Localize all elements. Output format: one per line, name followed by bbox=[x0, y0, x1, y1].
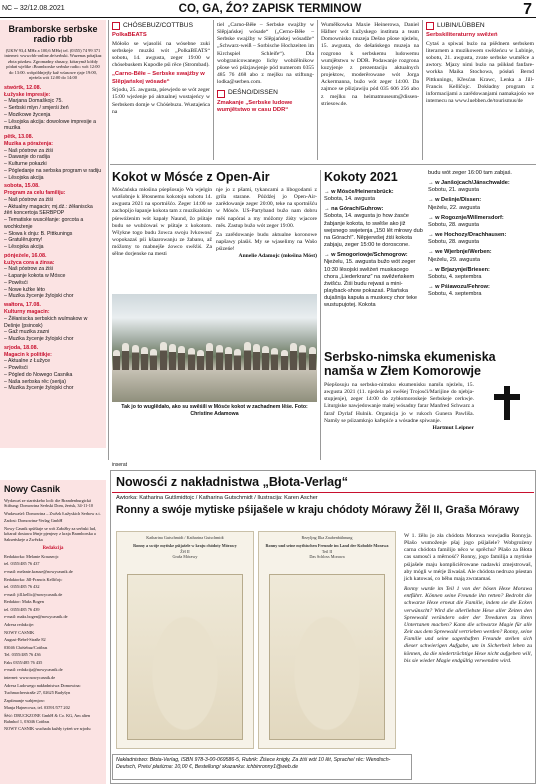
radio-schedule bbox=[4, 85, 102, 392]
radio-title: Bramborske serbske radio rbb bbox=[8, 24, 98, 45]
photo-figure bbox=[262, 346, 269, 370]
kokot-col2 bbox=[216, 187, 317, 261]
schedule-day: sobota, 15.08. bbox=[4, 183, 40, 190]
event-location: → we Hochozy/Drachhausen: bbox=[428, 232, 507, 239]
impressum-line: e-mail: melanie.krause@nowycasnik.de bbox=[4, 568, 73, 574]
section-chosebuz: CHÓSEBUZ/COTTBUS bbox=[112, 22, 210, 30]
impressum-line: tel. 0355/485 76 439 bbox=[4, 606, 40, 612]
event-date: Sobotu, 4. septembra bbox=[428, 273, 482, 280]
event-date: Njeźelu, 22. awgusta bbox=[428, 204, 480, 211]
row-rule bbox=[110, 164, 536, 165]
literatura-title: Serbskiliteraturny swěźeń bbox=[426, 32, 498, 39]
carne-column bbox=[217, 22, 314, 116]
page-header bbox=[0, 0, 536, 18]
schedule-item: – Gaž muzika zazni bbox=[4, 329, 50, 336]
book-illustration bbox=[269, 574, 385, 740]
schedule-day: stwórtk, 12.08. bbox=[4, 84, 42, 91]
schedule-item: – Muzika žycenje žylojski chor bbox=[4, 293, 74, 300]
schedule-item: – Aktualne z Łužyce bbox=[4, 358, 51, 365]
kokoty-list bbox=[324, 186, 424, 310]
literatura-text: Cytaś a spiwaś buźo na pśědnem serbskem literarnem a muzikowem swěźeńcu w Lubinje, sobotu, 21. awgusta, zvate serbske wumělce a awtory. Mjazy nimi buźo na pśikład fanfare-workka Maika Stochowa, pósłań Bernd Pittkunings, Křesćan Krawc, Lenka a Jill-Francis Kelličojc. Dokładny program z informacijami a zarědowanjami namakajośo we internecu na www.luebben.de/tourismus/de bbox=[426, 40, 534, 105]
schedule-item: – Muzika žycenje žylojski chor bbox=[4, 385, 74, 392]
schedule-item: – Nowe łužke léto bbox=[4, 286, 45, 293]
photo-figure bbox=[309, 347, 316, 370]
ekumenika-text: Pśepšosuju na serbsko-nimsku ekumenisku namšu njeźelu, 15. awgusta 2021 (11. njeźela pó swěśej Trojosći/Marijine do njebja-stupjenje), zeger 14:00 do zybłomoroskeje Serbskeje cerkwje. Liturgiske nawjedowanje małej wósadny farar Manfred Schwarz a farař Dyrlaf Hulnik. Organicja jo w rukoch Gunera Pawliša. Namšy se pśizamknjo kafepiće a wósadne spiwanje. bbox=[324, 382, 474, 424]
impressum-line: e-mail: redakcija@nowycasnik.de bbox=[4, 667, 63, 673]
book-title: Ronny a swóje mytiske pśijašele w kraju chódoty Mórawy Žěl II, Graša Mórawy bbox=[116, 504, 520, 516]
schedule-item: – Lěsojska akcija: dowolowe impresije a muzika bbox=[4, 118, 96, 132]
photo-figure bbox=[169, 344, 176, 370]
kokot-photo bbox=[112, 294, 317, 402]
kokot-text-2: nje jo z pšami, tykancami a libogodami z grila starane. Późdźej jo Open-Air-zarědowanje zeger 20:00, teke na sportnišću w Mósće. US-Partyband bužo nam dobru měś napóraś a my móžomy źiśty wjacore měs. Zastup bužo wót zeger 19:00. bbox=[216, 187, 317, 229]
book-description-sorbian: W 1. žělu jo zła chódota Morawa wuwjadła Ronnyja. Pšašo wumoženje pšaj jogo pśijašele? Wobgroźeny carna chódota familijo něco w sprěchu? Pšašo za Błota cas samosći a měrność? Ronny, jogo familija a mytiske pśijašele maju kompliciěrowane nadawki zmejstrowaš, aby mógli w mérje žiwaśaš. Ale chódota nedruzo pśestan jich katowaś, co běhu mają zwratamaś. bbox=[404, 533, 532, 582]
wumelkowa-column bbox=[321, 22, 419, 108]
schedule-item: – Naš póstrow za źiśi bbox=[4, 266, 54, 273]
event-location: → w Pśiawozu/Fehrow: bbox=[428, 284, 490, 291]
impressum-line: e-mail: jill.kellic@nowycasnik.de bbox=[4, 591, 63, 597]
photo-figure bbox=[244, 342, 251, 370]
schedule-day: wałtora, 17.08. bbox=[4, 302, 41, 309]
kokot-col1 bbox=[112, 187, 212, 259]
kokot-text-3: Za zarědowanje budu aktualne koronowe napšawy plaśiś. My se wjaselimy na Wašo pśizeńe! bbox=[216, 231, 317, 253]
event-location: → w Brjazynje/Briesen: bbox=[428, 266, 490, 273]
schedule-section: Kulturny magacin: bbox=[4, 309, 50, 316]
schedule-item: – Gratulěrujomy! bbox=[4, 237, 43, 244]
schedule-item: – Naš póstrow za źiśi bbox=[4, 147, 54, 154]
schedule-section: Magacin k politikje: bbox=[4, 351, 52, 358]
photo-figure bbox=[216, 345, 223, 370]
schedule-item: – Mozikowe žycenja bbox=[4, 111, 51, 118]
impressum-line: Wudawaśel: Domowina – Zwězk Łužyskich Serbow z.t. bbox=[4, 510, 101, 516]
schedule-item: – Lěsojska akcija bbox=[4, 174, 44, 181]
schedule-item: – Naša serbska rěc (serija) bbox=[4, 378, 66, 385]
page-number: 7 bbox=[523, 1, 532, 18]
event-location: → w Janšojcach/Jänschwalde: bbox=[428, 180, 510, 187]
impressum-line: Redaktorka: Jill-Francis Kelličojc bbox=[4, 576, 63, 582]
carne-bele-continued: tiel „Carno-Běłe – Serbske swajźby w Slěpjańskej wósade“ („Cerno-Běłe – Serbske swajźby w Slěpjańskej wósadže“ „Schwarz-weiß – Sorbische Hochzeiten im Kirchspiel Schleife“). Dla wobgranicowanego lichy wobźělnikow pšose wó pśizjawjenje pód numerom 0355 485 76 468 abo z mejlku na stiftung-lodka@serben.com. bbox=[217, 22, 314, 86]
schedule-item: – Pógled do Nowego Casnika bbox=[4, 371, 73, 378]
photo-figure bbox=[225, 347, 232, 370]
page-title: CO, GA, ŹO? ZAPISK TERMINOW bbox=[178, 3, 362, 15]
photo-figure bbox=[206, 343, 213, 370]
impressum-line: 03046 Chóśebuz/Cottbus bbox=[4, 644, 48, 650]
carne-bele-text: Srjodu, 25. awgusta, pśewjedo se wót zeger 15:00 wjeźenje pó aktualnej wustajeńcy w Serbskem domje w Chóśebuzu. Wustajeńca na bbox=[112, 87, 210, 115]
checkbox-icon bbox=[217, 90, 225, 98]
event-date: Njeźelu, 29. awgusta bbox=[428, 256, 480, 263]
kokot-headline: Kokot w Mósće z Open-Air bbox=[112, 170, 270, 184]
chosebuz-column bbox=[112, 22, 210, 116]
ludowe-title: Zmakanje „Serbske ludowe wumjětstwo w casu DDR“ bbox=[217, 99, 293, 114]
schedule-item: – Žěłaniscka serbskich wulmakow w Dešnje (psinosk) bbox=[4, 315, 88, 329]
impressum-line: Adresa redakcije: bbox=[4, 622, 35, 627]
radio-sidebar bbox=[0, 20, 106, 448]
schedule-day: pětk, 13.08. bbox=[4, 134, 34, 140]
book-authors: Awtorka: Katharina Gutšmidtojc / Katharina Gutschmidt / Ilustracija: Karen Ascher bbox=[116, 495, 318, 501]
impressum-line: Redakcija bbox=[42, 545, 64, 551]
impressum-line: Tel. 0355/485 76 436 bbox=[4, 652, 41, 658]
impressum-line: Redaktorka: Melanie Krauseojc bbox=[4, 553, 59, 559]
kokot-text-1: Mósćańska młośina pśepšosujo Wa wjelgin wutšobnje k lětosnemu kokotoju sobotu 14. awgusta 2021 na sportnišćo. Zeger 14:00 se zachopijo łapanje kokota tam z muzikalskim pśewóźenim wót kapały Naund, žo pśitaje budu se wubźowaś w pśitaje z kokotom. Wšykne togo budu žowca swoju Ivkowosć wopokazaś pśi kšaarowanju ze žabanu, až móžomy to mabnejše źowco swěźiś. Za sělne dorjenske na mesti bbox=[112, 187, 212, 258]
impressum-line: Šěść: DRUCKZONE GmbH & Co. KG, Am alten Bahnhof 1, 03046 Cottbus bbox=[4, 712, 91, 724]
schedule-item: – Kulturne pokazki bbox=[4, 161, 47, 168]
issue-label: NC – 32/12.08.2021 bbox=[2, 5, 65, 12]
nowosci-headline: Nowosći z nakładnistwa „Błota-Verlag“ bbox=[116, 475, 349, 489]
impressum-line: Wydawaś ze starńskeho lodi: die Brandenburgická Stiftung: Domowina Serbski Dom, žertsk, 34-11-10 bbox=[4, 497, 93, 509]
kokot-signature: Annelie Adamojc (młośina Móst) bbox=[238, 253, 317, 260]
book-description-german: Ronny wurde im Teil 1 von der bösen Hexe Morawa entführt. Können seine Freunde ihn retten? Bedroht die schwarze Hexe erneut die Familie, indem sie die Ecken verwünscht? Wird die allerliebste Hexe aller Zeiten den Spreewald verändern oder der Treeduren zu ihren Untertanen machen? Kann die schwarze Magie für alle Zeit aus dem Spreewald vertrieben werden? Ronny, seine Familie und seine sagenhaften Freunde stellen sich dieser schwierigen Aufgabe, um in Sicherheit leben zu können, da die niederträchtige Hexe nicht aufgeben will, bis sie wieder Magie endgültig verwenden wird. bbox=[404, 586, 532, 664]
impressum-line: Zadost: Domowina-Verlag GmbH bbox=[4, 518, 63, 524]
schedule-item: – Powěsći bbox=[4, 365, 28, 372]
impressum bbox=[0, 480, 106, 784]
photo-figure bbox=[188, 348, 195, 370]
book-order-info: Nakładnistwo: Błota-Verlag, ISBN 978-3-00-069586-5, Rubrik: Źiśece knigły, Za źiśi wót 10 lět, Sprache/ rěc: Wendisch-Deutsch, Preis/ płaśizna: 10,00 €, Bestellung/ skazanka: ichbinronny1@web.de bbox=[112, 754, 412, 780]
section-desno: DEŚNO/DISSEN bbox=[217, 89, 314, 97]
schedule-item: – Serbski mlyn / smjerśi žeń bbox=[4, 105, 69, 111]
impressum-line: Faks 0355/485 76 435 bbox=[4, 659, 43, 665]
photo-figure bbox=[271, 348, 278, 370]
photo-figure bbox=[132, 345, 139, 370]
schedule-item: – Łapanje kokota w Mósce bbox=[4, 273, 66, 280]
impressum-line: NOWY CASNIK wuchada kuždy tyźeń we srjodu bbox=[4, 726, 91, 732]
column-rule bbox=[422, 20, 423, 160]
schedule-item: – Aktualny magacin; mj.dź.: źěłaniscka źěń koncertoja SERBPOP bbox=[4, 203, 93, 217]
radio-info: (UKW 93,4 MHz a 100,6 MHz) tel. (0355) 74 99 371 internet: www.rbb-online.de/serbski. Wuzenas pótajkaz złota pózdaw. Zgromadny słusacy, kótarymž kóždy pódań wjelike ›Bramborske serbske radio‹ wót 12:00 do 13:00. wótpóldnjejšy kaž wśasowe rjaje 19:00, njeźela wót 12:00 do 14:00 bbox=[4, 47, 102, 81]
impressum-line: NOWY CASNIK bbox=[4, 629, 35, 635]
column-rule bbox=[320, 170, 321, 460]
event-location: → w Dešnje/Dissen: bbox=[428, 197, 482, 204]
schedule-section: Program za celu familiju: bbox=[4, 190, 66, 197]
photo-figure bbox=[160, 342, 167, 370]
carne-bele-title: „Carno-Běłe – Serbske swajźby w Slěpjańskej wósade“ bbox=[112, 71, 205, 85]
checkbox-icon bbox=[112, 22, 120, 30]
photo-figure bbox=[290, 343, 297, 370]
event-date: Sobota, 14. awgusta bbox=[324, 196, 376, 203]
event-date: Sobotu, 28. awgusta bbox=[428, 221, 480, 228]
book-page-german: Rezyljng Ilka Zaubenbühnung Ronny und seine mythischen Freunde im Land der Kobolde Morawa Teil II Das Schloss Morawa bbox=[258, 531, 396, 749]
impressum-line: e-mail: maks.bogen@nowycasnik.de bbox=[4, 614, 68, 620]
event-location: → na Górach/Guhrow: bbox=[324, 206, 384, 213]
section-lubin: LUBIN/LÜBBEN bbox=[426, 22, 534, 30]
column-rule bbox=[108, 20, 109, 460]
event-location: → w Smogoriowje/Schmogrow: bbox=[324, 252, 408, 259]
photo-caption: Tak jo to wuglědało, ako su swěśili w Mósće kokot w zachadnem lěśe. Foto: Christine Adamowa bbox=[121, 404, 308, 417]
event-location: → we Wjerbnje/Werben: bbox=[428, 249, 492, 256]
impressum-line: Redaktor: Maks Bogen bbox=[4, 599, 44, 605]
photo-figure bbox=[281, 350, 288, 370]
wumelkowa-text: Wumělkowka Maxie Heinerowa, Daniel Häfner wót Łužyskego instituta a team Domownisko muzeja Dešno pšose njeźelu, 15. awgusta, do dešańskego muzeja na rozgrono k serbskemu ludowemu wumjětstwu w DDR. Podawanje rozgrona kuzyjenje z prezentaciju aktualnych projektow, moderěrowane wót Jorga Ackermanna, bužo wót zeger 14:00. Da zajmce se pšizjawiju pód 035 606 256 abo z mejlku na heimatmuseum@dissen-striesow.de. bbox=[321, 22, 419, 107]
schedule-item: – Lěsojska akcija bbox=[4, 244, 44, 251]
book-illustration bbox=[127, 574, 243, 740]
event-date: Sobotu, 28. awgusta bbox=[428, 239, 480, 246]
event-date: Sobotu, 21. awgusta bbox=[428, 187, 480, 194]
event-location: → w Rogoznje/Willmersdorf: bbox=[428, 214, 504, 221]
schedule-section: Muzika a póraźenja: bbox=[4, 140, 54, 147]
photo-figure bbox=[299, 345, 306, 370]
cross-icon bbox=[482, 384, 532, 422]
checkbox-icon bbox=[426, 22, 434, 30]
event-date: Sobotu, 4. septembra bbox=[428, 291, 482, 298]
impressum-title: Nowy Casnik bbox=[4, 484, 61, 494]
impressum-line: Manja Hajnecowa, tel. 03591/577 202 bbox=[4, 705, 70, 711]
photo-figure bbox=[150, 349, 157, 370]
schedule-section: Łužyca cora a źinsa: bbox=[4, 259, 55, 266]
photo-figure bbox=[234, 349, 241, 370]
impressum-line: tel. 0355/485 76 437 bbox=[4, 561, 40, 567]
ekumenika-signature: Hartmut Leipner bbox=[432, 424, 474, 431]
schedule-section: Łužyske impresije: bbox=[4, 91, 51, 98]
ekumenika-body bbox=[324, 382, 474, 432]
column-rule bbox=[317, 20, 318, 160]
photo-figure bbox=[113, 350, 120, 370]
impressum-line: tel. 0355/485 76 432 bbox=[4, 584, 40, 590]
ekumenika-headline: Serbsko-nimska ekumeniska namša w Złem Komorowje bbox=[324, 350, 496, 379]
inserat-label: inserat bbox=[112, 462, 128, 468]
schedule-item: – Dawanje do radija bbox=[4, 154, 50, 161]
book-page-sorbian: Katharina Gutschmidt / Katharina Gutschmidt Ronny a swóje mytiske pśijašele w kraju chódoty Mórawy Žěl II Graša Mórawy bbox=[116, 531, 254, 749]
impressum-line: August-Bebel-Straße 82 bbox=[4, 637, 46, 643]
schedule-item: – Pógledanje na serbska program w radiju bbox=[4, 167, 102, 174]
book-description bbox=[404, 533, 532, 665]
schedule-day: srjoda, 18.08. bbox=[4, 344, 39, 351]
kokoty-continuation: budu wót zeger 16:00 tam zabjaś. bbox=[428, 170, 512, 176]
photo-people bbox=[112, 342, 317, 370]
event-date: Sobota, 14. awgusta jo how źasće žabjanje kokota, to swěše ako již wejsnego swjetenja „150 lět młrowy dub na Górach!“. Něpjerwšej źiśi kokota zabjaju, zeger 15:00 te doroscone. bbox=[324, 213, 423, 249]
impressum-line: Nowy Casnik spśištaje se wót Załožby za serbski lud, kótaraž dostawa lětnje pjenjezy z kraja Bramborska a Sakseńskeje a Zwězka bbox=[4, 525, 97, 542]
schedule-item: – Muzika žycenje žylojski chor bbox=[4, 336, 74, 342]
event-location: → w Mósće/Heinersbrück: bbox=[324, 189, 394, 195]
photo-figure bbox=[178, 346, 185, 370]
photo-figure bbox=[253, 344, 260, 370]
schedule-item: – Słowa k dnju: B. Pittkunings bbox=[4, 230, 73, 237]
kokoty-headline: Kokoty 2021 bbox=[324, 170, 398, 184]
schedule-item: – Tematiske wuscělanje: gorcota a wochłoźenje bbox=[4, 217, 84, 230]
event-date: Njeźelu, 15. awgusta bužo wót zeger 10:30 lěsojski swěźeń muskacego chora „Liederkranz“ na swěźeńskem źwišću. Źiśi budu rejwaś a mini-playback-show pokazaś. Pšańska dujašnija kapuła a muskecy chor teke wustupujotej. Kokota bbox=[324, 259, 417, 309]
column-rule bbox=[213, 20, 214, 160]
impressum-line: Zapśimanje wabjenjow: bbox=[4, 697, 46, 703]
photo-figure bbox=[141, 347, 148, 370]
lubin-column bbox=[426, 22, 534, 105]
ad-rule bbox=[112, 492, 534, 493]
photo-figure bbox=[197, 350, 204, 370]
impressum-line: internet: www.nowycasnik.de bbox=[4, 675, 56, 681]
schedule-item: – Powěsći bbox=[4, 279, 28, 286]
impressum-line: Tuchmacherstraße 27, 02625 Budyšyn bbox=[4, 690, 71, 696]
kokoty-list-continued bbox=[428, 170, 534, 298]
schedule-item: – Marjana Domaškojc 75. bbox=[4, 98, 63, 105]
polkabeats-text: Mółošo se wjasoliś na wósebne zuki serbskeje muziki wót „PolkaBEATS“ sobotu, 14. awgusta, zeger 19:00 w chósebuskem Kupodle pśi rěce (Strombad). bbox=[112, 40, 210, 69]
photo-figure bbox=[122, 343, 129, 370]
polkabeats-title: PolkaBEATS bbox=[112, 32, 147, 39]
schedule-day: pónjeźele, 16.08. bbox=[4, 252, 47, 259]
impressum-line: Adresa Ludowego nakładnistwa Domowina: bbox=[4, 682, 81, 688]
schedule-item: – Naš póstrow za źiśi bbox=[4, 196, 54, 203]
